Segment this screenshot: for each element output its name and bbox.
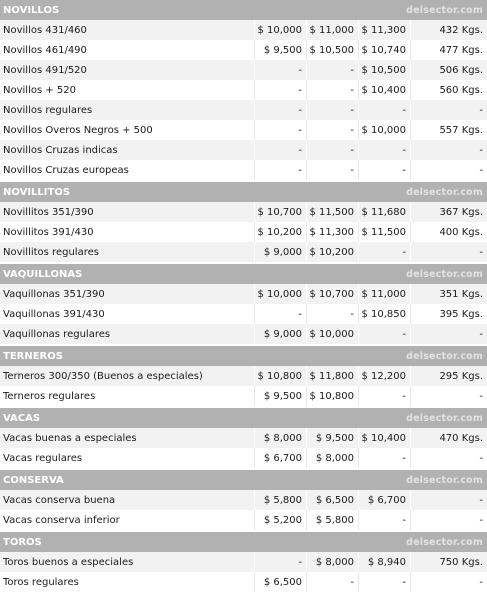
price-max: $ 11,680	[359, 202, 411, 222]
weight: -	[479, 390, 483, 402]
price-max: $ 10,400	[359, 428, 411, 448]
price-min: -	[255, 140, 307, 160]
price-min: -	[255, 120, 307, 140]
section-header	[0, 408, 487, 428]
price-max: -	[359, 324, 411, 344]
price-max: $ 12,200	[359, 366, 411, 386]
price-avg: $ 11,300	[307, 222, 359, 242]
price-min: -	[255, 304, 307, 324]
category-name: Novillitos regulares	[0, 242, 255, 262]
weight: 395 Kgs.	[439, 308, 483, 320]
brand-watermark: delsector.com	[406, 186, 483, 198]
table-row	[0, 222, 487, 242]
price-min: -	[255, 80, 307, 100]
table-row	[0, 552, 487, 572]
category-name: Novillitos 391/430	[0, 222, 255, 242]
weight: 432 Kgs.	[439, 24, 483, 36]
price-max: $ 10,500	[359, 60, 411, 80]
weight: 367 Kgs.	[439, 206, 483, 218]
section-title: TOROS	[3, 536, 42, 548]
category-name: Novillos Cruzas europeas	[0, 160, 255, 180]
price-max: $ 11,500	[359, 222, 411, 242]
weight: 477 Kgs.	[439, 44, 483, 56]
category-name: Vaquillonas regulares	[0, 324, 255, 344]
price-avg: $ 11,800	[307, 366, 359, 386]
price-avg: -	[307, 140, 359, 160]
brand-watermark: delsector.com	[406, 412, 483, 424]
category-name: Novillos + 520	[0, 80, 255, 100]
table-row	[0, 60, 487, 80]
price-max: $ 11,000	[359, 284, 411, 304]
weight: -	[479, 576, 483, 588]
price-min: $ 10,200	[255, 222, 307, 242]
category-name: Toros regulares	[0, 572, 255, 592]
table-row	[0, 304, 487, 324]
price-min: $ 9,000	[255, 324, 307, 344]
price-min: $ 6,700	[255, 448, 307, 468]
weight: 295 Kgs.	[439, 370, 483, 382]
weight: 470 Kgs.	[439, 432, 483, 444]
table-row	[0, 140, 487, 160]
table-row	[0, 284, 487, 304]
price-min: -	[255, 160, 307, 180]
weight: 560 Kgs.	[439, 84, 483, 96]
price-min: $ 9,500	[255, 40, 307, 60]
price-avg: $ 10,700	[307, 284, 359, 304]
table-row	[0, 20, 487, 40]
table-row	[0, 160, 487, 180]
price-avg: $ 8,000	[307, 552, 359, 572]
table-row	[0, 202, 487, 222]
section-title: VACAS	[3, 412, 41, 424]
price-max: $ 6,700	[359, 490, 411, 510]
price-max: -	[359, 510, 411, 530]
price-max: -	[359, 572, 411, 592]
price-min: $ 5,800	[255, 490, 307, 510]
category-name: Novillos regulares	[0, 100, 255, 120]
category-name: Novillos 431/460	[0, 20, 255, 40]
section-title: TERNEROS	[3, 350, 63, 362]
price-avg: -	[307, 80, 359, 100]
price-avg: -	[307, 100, 359, 120]
section-header	[0, 346, 487, 366]
category-name: Novillos 461/490	[0, 40, 255, 60]
section-title: NOVILLOS	[3, 4, 60, 16]
price-avg: -	[307, 60, 359, 80]
weight: 506 Kgs.	[439, 64, 483, 76]
category-name: Vacas buenas a especiales	[0, 428, 255, 448]
category-name: Vacas regulares	[0, 448, 255, 468]
weight: -	[479, 514, 483, 526]
category-name: Vaquillonas 351/390	[0, 284, 255, 304]
weight: -	[479, 494, 483, 506]
price-max: -	[359, 140, 411, 160]
section-title: VAQUILLONAS	[3, 268, 83, 280]
table-row	[0, 242, 487, 262]
price-max: $ 11,300	[359, 20, 411, 40]
table-row	[0, 80, 487, 100]
price-avg: $ 10,000	[307, 324, 359, 344]
weight: -	[479, 246, 483, 258]
price-min: $ 10,800	[255, 366, 307, 386]
price-avg: $ 8,000	[307, 448, 359, 468]
price-avg: $ 11,000	[307, 20, 359, 40]
price-avg: $ 10,200	[307, 242, 359, 262]
brand-watermark: delsector.com	[406, 474, 483, 486]
price-avg: $ 10,800	[307, 386, 359, 406]
price-avg: -	[307, 160, 359, 180]
price-avg: $ 11,500	[307, 202, 359, 222]
table-row	[0, 366, 487, 386]
price-min: $ 9,500	[255, 386, 307, 406]
price-avg: -	[307, 572, 359, 592]
section-header	[0, 264, 487, 284]
weight: -	[479, 164, 483, 176]
price-max: -	[359, 386, 411, 406]
weight: -	[479, 144, 483, 156]
weight: -	[479, 328, 483, 340]
section-header	[0, 182, 487, 202]
weight: -	[479, 104, 483, 116]
category-name: Vacas conserva buena	[0, 490, 255, 510]
price-avg: $ 10,500	[307, 40, 359, 60]
table-row	[0, 510, 487, 530]
price-max: -	[359, 100, 411, 120]
table-row	[0, 490, 487, 510]
category-name: Terneros 300/350 (Buenos a especiales)	[0, 366, 255, 386]
price-min: $ 10,700	[255, 202, 307, 222]
table-row	[0, 572, 487, 592]
price-avg: $ 6,500	[307, 490, 359, 510]
table-row	[0, 386, 487, 406]
price-avg: $ 5,800	[307, 510, 359, 530]
section-header	[0, 0, 487, 20]
price-max: $ 8,940	[359, 552, 411, 572]
category-name: Vacas conserva inferior	[0, 510, 255, 530]
price-min: $ 6,500	[255, 572, 307, 592]
category-name: Terneros regulares	[0, 386, 255, 406]
table-row	[0, 324, 487, 344]
price-min: -	[255, 60, 307, 80]
price-max: $ 10,850	[359, 304, 411, 324]
weight: 750 Kgs.	[439, 556, 483, 568]
section-header	[0, 470, 487, 490]
weight: 351 Kgs.	[439, 288, 483, 300]
weight: 557 Kgs.	[439, 124, 483, 136]
table-row	[0, 100, 487, 120]
table-row	[0, 448, 487, 468]
price-min: $ 8,000	[255, 428, 307, 448]
brand-watermark: delsector.com	[406, 536, 483, 548]
price-min: $ 10,000	[255, 20, 307, 40]
brand-watermark: delsector.com	[406, 268, 483, 280]
category-name: Toros buenos a especiales	[0, 552, 255, 572]
section-title: NOVILLITOS	[3, 186, 71, 198]
category-name: Vaquillonas 391/430	[0, 304, 255, 324]
price-max: -	[359, 242, 411, 262]
section-title: CONSERVA	[3, 474, 64, 486]
price-min: $ 9,000	[255, 242, 307, 262]
price-avg: $ 9,500	[307, 428, 359, 448]
price-max: $ 10,740	[359, 40, 411, 60]
price-avg: -	[307, 120, 359, 140]
price-min: $ 10,000	[255, 284, 307, 304]
price-max: $ 10,000	[359, 120, 411, 140]
price-max: -	[359, 160, 411, 180]
price-avg: -	[307, 304, 359, 324]
weight: -	[479, 452, 483, 464]
table-row	[0, 40, 487, 60]
brand-watermark: delsector.com	[406, 4, 483, 16]
weight: 400 Kgs.	[439, 226, 483, 238]
brand-watermark: delsector.com	[406, 350, 483, 362]
category-name: Novillos Cruzas indicas	[0, 140, 255, 160]
section-header	[0, 532, 487, 552]
price-min: $ 5,200	[255, 510, 307, 530]
category-name: Novillitos 351/390	[0, 202, 255, 222]
price-max: $ 10,400	[359, 80, 411, 100]
price-max: -	[359, 448, 411, 468]
price-min: -	[255, 552, 307, 572]
table-row	[0, 428, 487, 448]
category-name: Novillos 491/520	[0, 60, 255, 80]
category-name: Novillos Overos Negros + 500	[0, 120, 255, 140]
price-min: -	[255, 100, 307, 120]
table-row	[0, 120, 487, 140]
